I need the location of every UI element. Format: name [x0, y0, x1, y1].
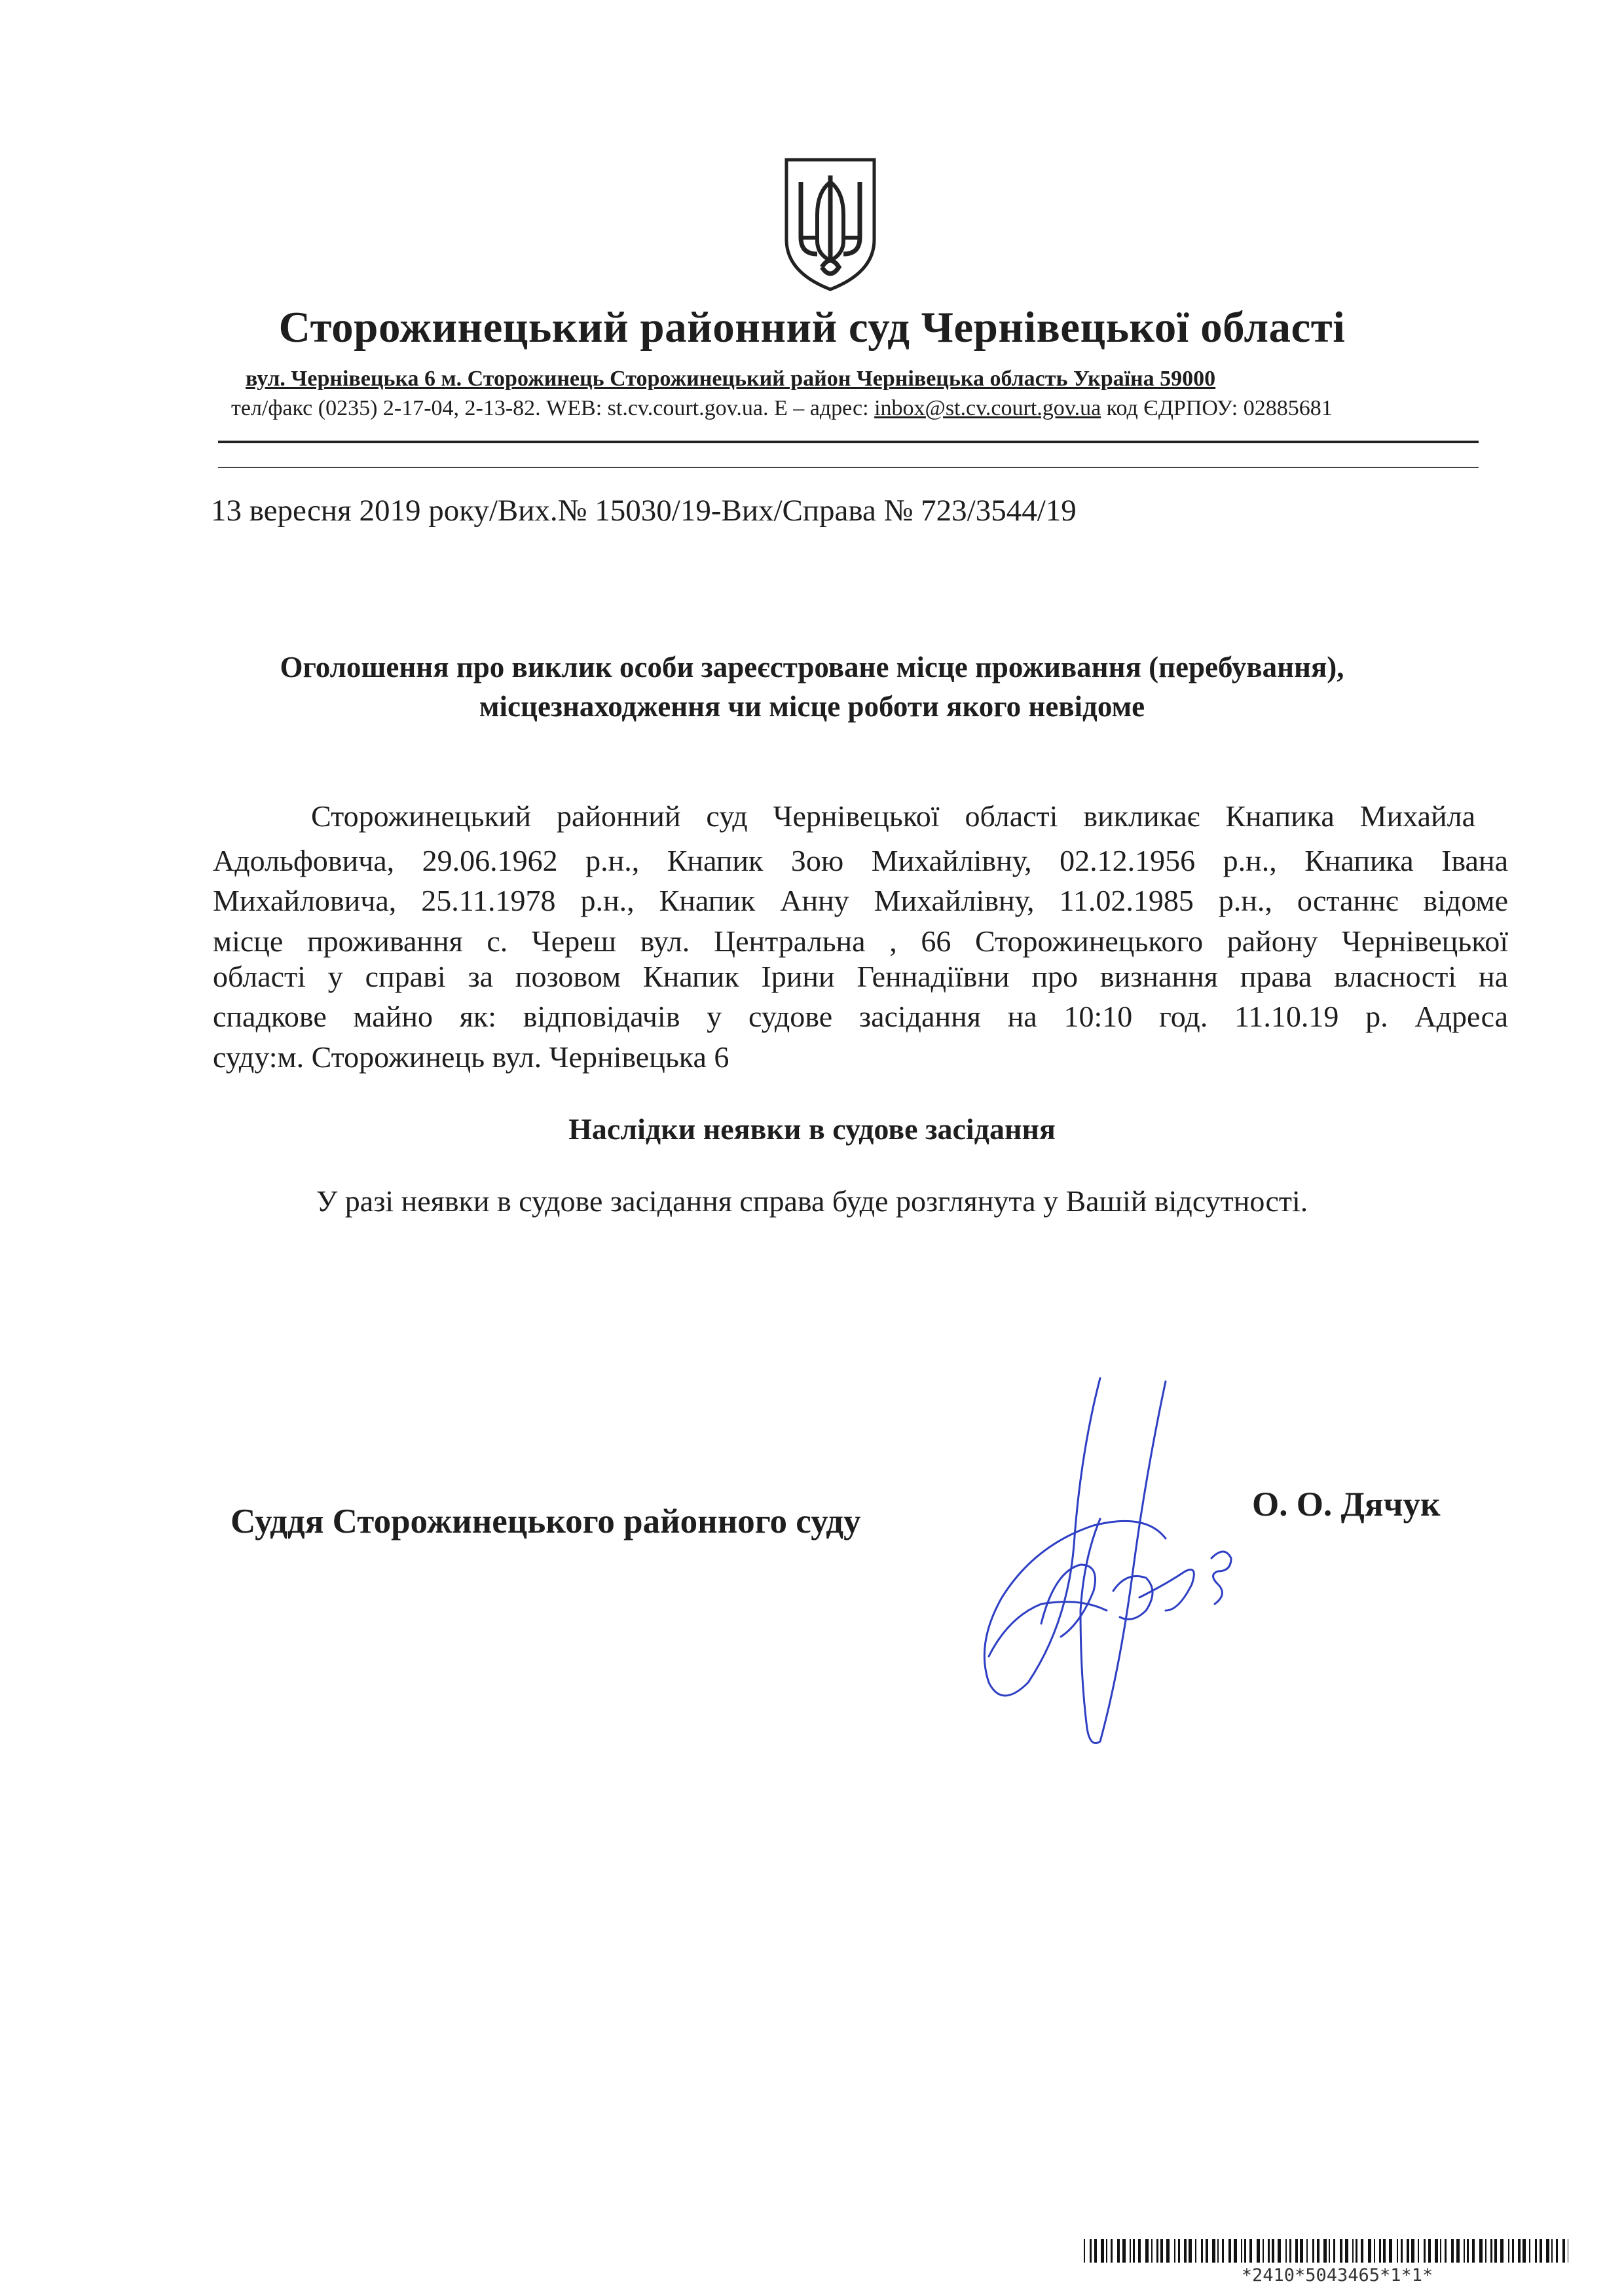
header-divider-secondary	[218, 467, 1479, 468]
body-line: спадкове майно як: відповідачів у судове засідання на 10:10 год. 11.10.19 р. Адреса	[213, 1000, 1508, 1033]
contacts-suffix: код ЄДРПОУ: 02885681	[1106, 396, 1333, 420]
announcement-title-line-1: Оголошення про виклик особи зареєстроване місце проживання (перебування),	[280, 651, 1344, 683]
barcode-number: *2410*5043465*1*1*	[1241, 2265, 1433, 2286]
body-line: місце проживання с. Череш вул. Центральна , 66 Сторожинецького району Чернівецької	[213, 924, 1508, 958]
court-address: вул. Чернівецька 6 м. Сторожинець Сторожинецький район Чернівецька область Україна 59000	[246, 367, 1216, 391]
consequences-title: Наслідки неявки в судове засідання	[568, 1112, 1056, 1146]
header-divider	[218, 441, 1479, 443]
reference-line: 13 вересня 2019 року/Вих.№ 15030/19-Вих/Справа № 723/3544/19	[211, 494, 1077, 528]
court-contacts	[231, 396, 1333, 421]
consequences-text: У разі неявки в судове засідання справа буде розглянута у Вашій відсутності.	[316, 1184, 1308, 1218]
body-line: Адольфовича, 29.06.1962 р.н., Кнапик Зою Михайлівну, 02.12.1956 р.н., Кнапика Івана	[213, 844, 1508, 877]
body-line: області у справі за позовом Кнапик Ірини Геннадіївни про визнання права власності на	[213, 960, 1508, 993]
body-line: Михайловича, 25.11.1978 р.н., Кнапик Анну Михайлівну, 11.02.1985 р.н., останнє відоме	[213, 884, 1508, 917]
contacts-email[interactable]: inbox@st.cv.court.gov.ua	[874, 396, 1101, 420]
barcode	[1084, 2239, 1568, 2263]
court-name: Сторожинецький районний суд Чернівецької області	[278, 303, 1346, 352]
body-line: Сторожинецький районний суд Чернівецької області викликає Кнапика Михайла	[311, 799, 1475, 833]
announcement-title-line-2: місцезнаходження чи місце роботи якого невідоме	[479, 690, 1145, 723]
judge-name: О. О. Дячук	[1252, 1485, 1441, 1523]
contacts-prefix: тел/факс (0235) 2-17-04, 2-13-82. WEB: st.cv.court.gov.ua. E – адрес:	[231, 396, 869, 420]
handwritten-signature-icon	[950, 1375, 1251, 1755]
judge-role: Суддя Сторожинецького районного суду	[231, 1503, 861, 1540]
trident-coat-of-arms-icon	[781, 156, 879, 293]
body-line: суду:м. Сторожинець вул. Чернівецька 6	[213, 1040, 729, 1074]
